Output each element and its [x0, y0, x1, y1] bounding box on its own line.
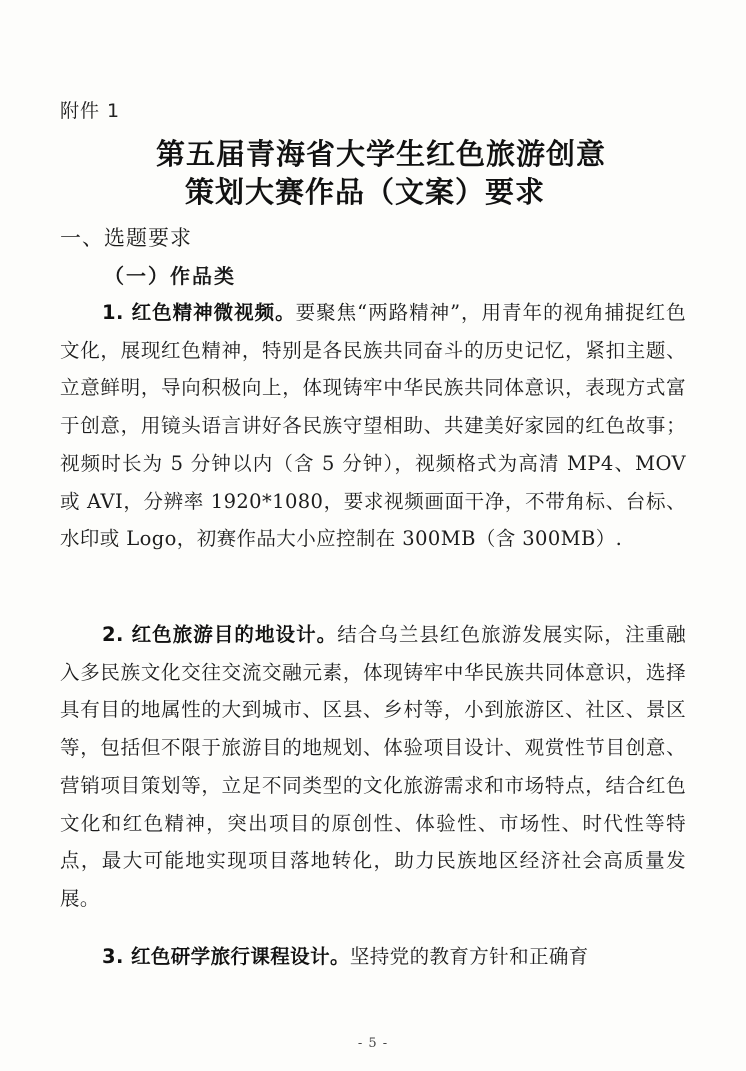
item-1-body: 要聚焦“两路精神”，用青年的视角捕捉红色文化，展现红色精神，特别是各民族共同奋斗的历史记忆，紧扣主题、立意鲜明，导向积极向上，体现铸牢中华民族共同体意识，表现方式富于创意，用镜头语言讲好各民族守望相助、共建美好家园的红色故事；视频时长为 5 分钟以内（含 5 分钟），视频格式为高清 MP4、MOV 或 AVI，分辨率 1920*1080，要求视频画面干净，不带角标、台标、水印或 Logo，初赛作品大小应控制在 300MB（含 300MB）.	[60, 301, 686, 551]
item-1-lead: 1. 红色精神微视频。	[102, 301, 296, 324]
subsection-heading-works: （一）作品类	[104, 264, 236, 288]
section-heading-selection-requirements: 一、选题要求	[60, 226, 192, 250]
paragraph-item-2	[60, 616, 686, 918]
attachment-label: 附件 1	[60, 100, 121, 122]
document-title-line-2: 策划大赛作品（文案）要求	[184, 175, 545, 209]
item-3-body: 坚持党的教育方针和正确育	[349, 945, 589, 968]
item-3-lead: 3. 红色研学旅行课程设计。	[102, 945, 350, 968]
item-2-lead: 2. 红色旅游目的地设计。	[102, 623, 338, 646]
paragraph-item-3	[60, 938, 686, 976]
item-2-body: 结合乌兰县红色旅游发展实际，注重融入多民族文化交往交流交融元素，体现铸牢中华民族共同体意识，选择具有目的地属性的大到城市、区县、乡村等，小到旅游区、社区、景区等，包括但不限于旅游目的地规划、体验项目设计、观赏性节目创意、营销项目策划等，立足不同类型的文化旅游需求和市场特点，结合红色文化和红色精神，突出项目的原创性、体验性、市场性、时代性等特点，最大可能地实现项目落地转化，助力民族地区经济社会高质量发展。	[60, 623, 686, 910]
paragraph-item-1	[60, 294, 686, 558]
page-number: - 5 -	[357, 1036, 389, 1051]
document-title-line-1: 第五届青海省大学生红色旅游创意	[155, 137, 606, 171]
